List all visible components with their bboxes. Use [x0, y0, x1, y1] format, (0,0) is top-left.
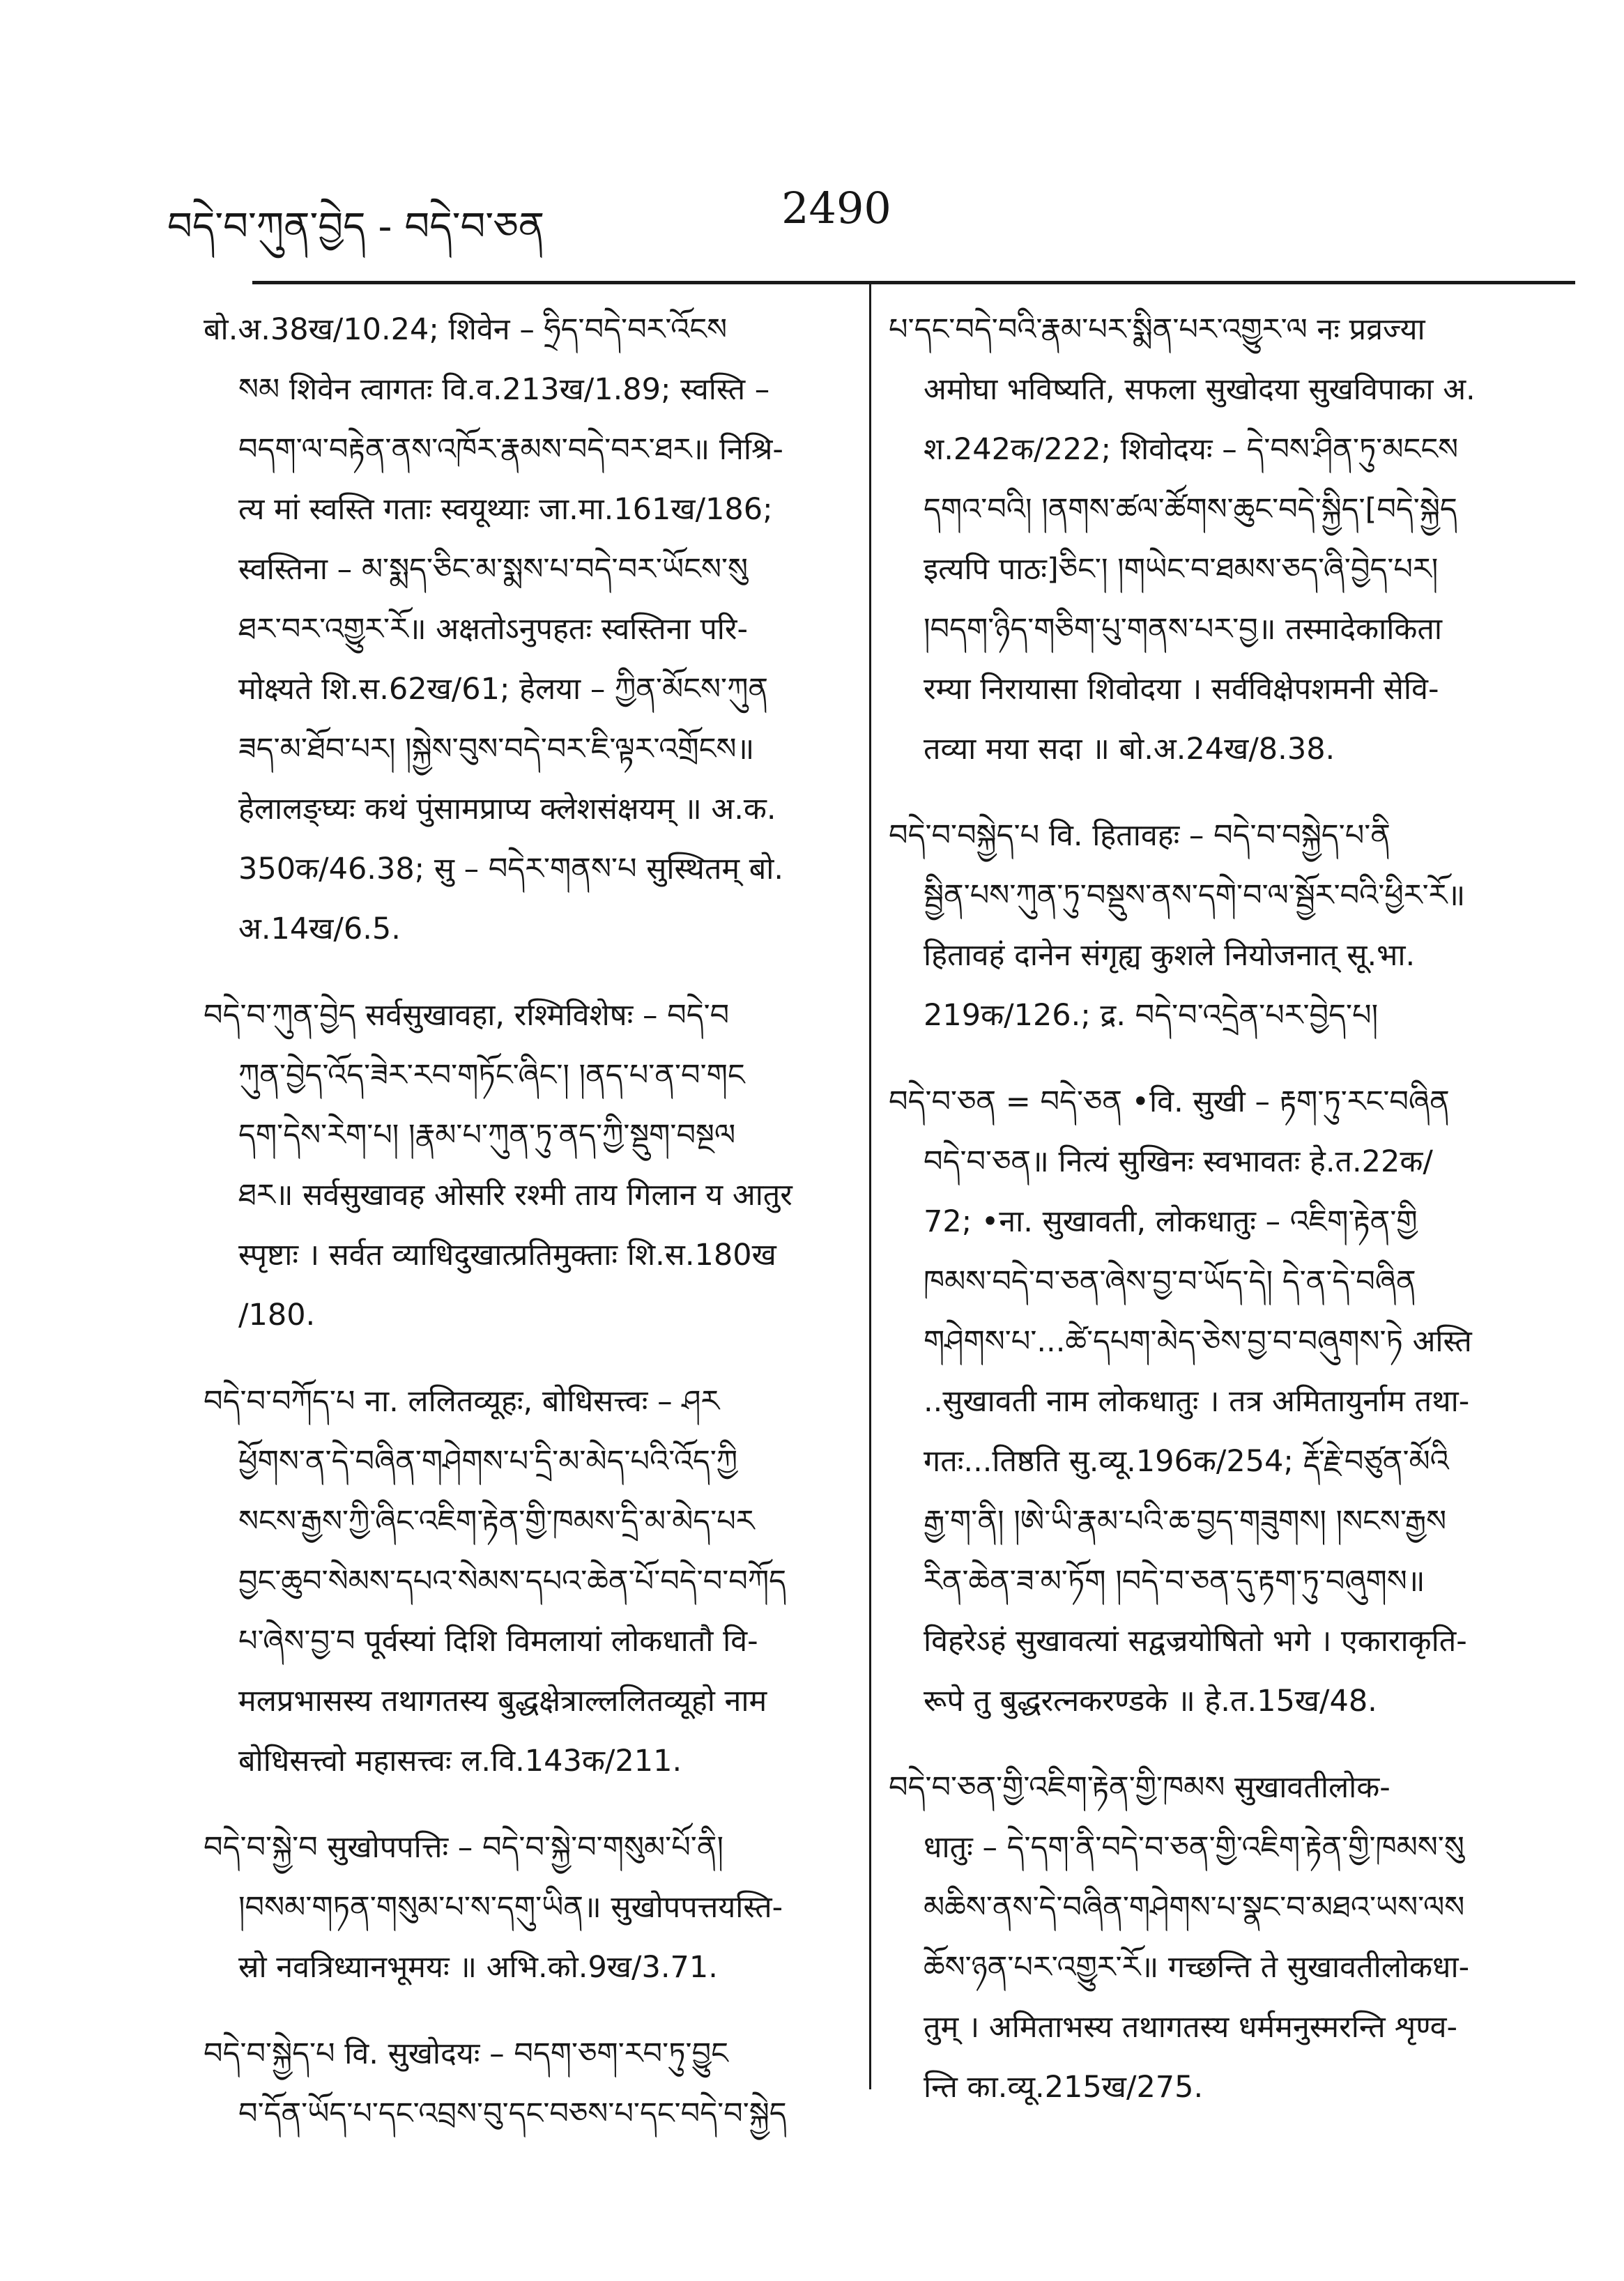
- entry-text-line: इत्यपि पाठः]ཅིང་། །གཡེང་བ་ཐམས་ཅད་ཞི་བྱེད་པར།: [924, 552, 1439, 587]
- entry-text-line: स्रो नवत्रिध्यानभूमयः ॥ अभि.को.9ख/3.71.: [238, 1950, 718, 1985]
- entry-text-line: न्ति का.व्यू.215ख/275.: [924, 2070, 1204, 2105]
- dictionary-entry: [204, 1818, 841, 1997]
- entry-text-line: ཁམས་བདེ་བ་ཅན་ཞེས་བྱ་བ་ཡོད་དེ། དེ་ན་དེ་བཞིན: [924, 1264, 1416, 1299]
- entry-headword-line: བདེ་བ་ཀུན་བྱེད सर्वसुखावहा, रश्मिविशेषः – བདེ་བ: [204, 998, 730, 1033]
- entry-text-line: དག་དེས་རེག་པ། །རྣམ་པ་ཀུན་ཏུ་ནད་ཀྱི་སྡུག་བསྔལ: [238, 1118, 736, 1153]
- dictionary-entry: [889, 1072, 1558, 1731]
- entry-text-line: ..सुखावती नाम लोकधातुः । तत्र अमितायुर्नाम तथा-: [924, 1384, 1470, 1419]
- entry-headword-line: བདེ་བ་བཀོད་པ ना. ललितव्यूहः, बोधिसत्त्वः – ཤར: [204, 1384, 720, 1419]
- entry-text-line: रम्या निरायासा शिवोदया । सर्वविक्षेपशमनी सेवि-: [924, 672, 1439, 707]
- entry-text-line: བྱང་ཆུབ་སེམས་དཔའ་སེམས་དཔའ་ཆེན་པོ་བདེ་བ་བཀོད: [238, 1564, 787, 1599]
- entry-text-line: रूपे तु बुद्धरत्नकरण्डके ॥ हे.त.15ख/48.: [924, 1684, 1377, 1719]
- entry-text-line: སམ शिवेन त्वागतः वि.व.213ख/1.89; स्वस्ति –: [238, 372, 770, 407]
- entry-text-line: སྦྱིན་པས་ཀུན་ཏུ་བསྡུས་ནས་དགེ་བ་ལ་སྦྱོར་བའི་ཕྱིར་རོ॥: [924, 878, 1466, 913]
- entry-text-line: मोक्ष्यते शि.स.62ख/61; हेलया – ཀྱིན་མོངས་ཀུན: [238, 672, 769, 707]
- entry-headword-line: བདེ་བ་ཅན = བདེ་ཅན •वि. सुखी – རྟག་ཏུ་རང་བཞིན: [889, 1084, 1450, 1119]
- entry-text-line: །བདག་ཉིད་གཅིག་པུ་གནས་པར་བྱ॥ तस्मादेकाकिता: [924, 612, 1443, 647]
- dictionary-entry: [204, 985, 841, 1345]
- entry-text-line: अ.14ख/6.5.: [238, 912, 401, 946]
- entry-text-line: བདེ་བ་ཅན॥ नित्यं सुखिनः स्वभावतः हे.त.22क/: [924, 1144, 1433, 1179]
- entry-text-line: པ་ཞེས་བྱ་བ पूर्वस्यां दिशि विमलायां लोकधातौ वि-: [238, 1624, 758, 1659]
- entry-text-line: श.242क/222; शिवोदयः – དེ་བས་ཤིན་ཏུ་མངངས: [924, 432, 1459, 467]
- entry-text-line: རིན་ཆེན་ཟ་མ་ཏོག །བདེ་བ་ཅན་དུ་རྟག་ཏུ་བཞུགས॥: [924, 1564, 1425, 1599]
- entry-text-line: तव्या मया सदा ॥ बो.अ.24ख/8.38.: [924, 732, 1335, 767]
- dictionary-entry: [889, 1758, 1558, 2117]
- entry-text-line: धातुः – དེ་དག་ནི་བདེ་བ་ཅན་གྱི་འཇིག་རྟེན་གྱི་ཁམས་སུ: [924, 1830, 1464, 1865]
- entry-text-line: དགའ་བའི། །ནགས་ཚལ་ཚོགས་ཆུང་བདེ་སྐྱིད་[བདེ་སྐྱེད: [924, 492, 1457, 527]
- header-rule: [252, 281, 1575, 284]
- entry-text-line: त्य मां स्वस्ति गताः स्वयूथ्याः जा.मा.161ख/186;: [238, 492, 773, 527]
- entry-text-line: ཟད་མ་ཐོབ་པར། །སྐྱེས་བུས་བདེ་བར་ཇི་ལྟར་འགྲོངས॥: [238, 732, 755, 767]
- entry-text-line: बोधिसत्त्वो महासत्त्वः ल.वि.143क/211.: [238, 1744, 682, 1779]
- dictionary-entry: [204, 2024, 841, 2144]
- entry-text-line: གཤེགས་པ་...ཚེ་དཔག་མེད་ཅེས་བྱ་བ་བཞུགས་ཏེ अस्ति: [924, 1324, 1472, 1359]
- entry-text-line: 219क/126.; द्र. བདེ་བ་འདྲེན་པར་བྱེད་པ།: [924, 998, 1379, 1033]
- entry-text-line: गतः...तिष्ठति सु.व्यू.196क/254; རྡོ་རྗེ་བཙུན་མོའི: [924, 1444, 1449, 1479]
- entry-text-line: 350क/46.38; सु – བདེར་གནས་པ सुस्थितम् बो.: [238, 852, 784, 886]
- entry-text-line: རྒྱ་ག་ནི། །ཨེ་ཡི་རྣམ་པའི་ཆ་བྱད་གཟུགས། །སངས་རྒྱས: [924, 1504, 1447, 1539]
- entry-headword-line: बो.अ.38ख/10.24; शिवेन – ཧྲིད་བདེ་བར་འོངས: [204, 312, 728, 347]
- entry-text-line: བ་དོན་ཡོད་པ་དང་འབྲས་བུ་དང་བཅས་པ་དང་བདེ་བ་སྐྱེད: [238, 2096, 787, 2131]
- entry-text-line: བདག་ལ་བརྟེན་ནས་འཁོར་རྣམས་བདེ་བར་ཐར॥ निश्रि-: [238, 432, 783, 467]
- running-headword-range: བདེ་བ་ཀུན་བྱེད - བདེ་བ་ཅན: [167, 204, 545, 249]
- dictionary-entry: [204, 1372, 841, 1791]
- entry-text-line: स्वस्तिना – མ་སྨད་ཅིང་མ་སྨས་པ་བདེ་བར་ཡོངས་སུ: [238, 552, 749, 587]
- entry-headword-line: བདེ་བ་ཅན་གྱི་འཇིག་རྟེན་གྱི་ཁམས सुखावतीलोक-: [889, 1770, 1391, 1805]
- entry-text-line: །བསམ་གཏན་གསུམ་པ་ས་དགུ་ཡིན॥ सुखोपपत्तयस्ति-: [238, 1890, 783, 1925]
- dictionary-entry: [204, 300, 841, 959]
- dictionary-entry: [889, 806, 1558, 1045]
- entry-text-line: ཀུན་བྱེད་འོད་ཟེར་རབ་གཏོང་ཞིང་། །ནད་པ་ན་བ་གང: [238, 1058, 745, 1093]
- entry-text-line: ཐར॥ सर्वसुखावह ओसरि रश्मी ताय गिलान य आतुर: [238, 1178, 792, 1213]
- entry-headword-line: བདེ་བ་བསྐྱེད་པ वि. हितावहः – བདེ་བ་བསྐྱེད་པ་ནི: [889, 818, 1391, 853]
- entry-text-line: स्पृष्टाः । सर्वत व्याधिदुखात्प्रतिमुक्ताः शि.स.180ख: [238, 1238, 776, 1273]
- entry-headword-line: བདེ་བ་སྐྱེ་བ सुखोपपत्तिः – བདེ་བ་སྐྱེ་བ་གསུམ་པོ་ནི།: [204, 1830, 724, 1865]
- entry-text-line: ཐར་བར་འགྱུར་རོ॥ अक्षतोऽनुपहतः स्वस्तिना परि-: [238, 612, 749, 647]
- entry-text-line: हेलालङ्घ्यः कथं पुंसामप्राप्य क्लेशसंक्षयम् ॥ अ.क.: [238, 792, 776, 827]
- entry-text-line: अमोघा भविष्यति, सफला सुखोदया सुखविपाका अ.: [924, 372, 1476, 407]
- entry-text-line: तुम् । अमिताभस्य तथागतस्य धर्ममनुस्मरन्ति शृण्व-: [924, 2010, 1458, 2045]
- entry-text-line: སངས་རྒྱས་ཀྱི་ཞིང་འཇིག་རྟེན་གྱི་ཁམས་དྲི་མ་མེད་པར: [238, 1504, 755, 1539]
- entry-headword-line: བདེ་བ་སྐྱེད་པ वि. सुखोदयः – བདག་ཅག་རབ་ཏུ་བྱུང: [204, 2036, 728, 2071]
- right-column: [889, 300, 1558, 2117]
- entry-headword-line: པ་དང་བདེ་བའི་རྣམ་པར་སྨིན་པར་འགྱུར་ལ नः प्रव्रज्या: [889, 312, 1425, 347]
- left-column: [204, 300, 841, 2144]
- entry-text-line: ཕྱོགས་ན་དེ་བཞིན་གཤེགས་པ་དྲི་མ་མེད་པའི་འོད་ཀྱི: [238, 1444, 738, 1479]
- dictionary-entry: [889, 300, 1558, 779]
- page-number: 2490: [781, 183, 891, 233]
- entry-text-line: མཆིས་ནས་དེ་བཞིན་གཤེགས་པ་སྣང་བ་མཐའ་ཡས་ལས: [924, 1890, 1465, 1925]
- entry-text-line: ཆོས་ཉན་པར་འགྱུར་རོ॥ गच्छन्ति ते सुखावतीलोकधा-: [924, 1950, 1470, 1985]
- entry-text-line: 72; •ना. सुखावती, लोकधातुः – འཇིག་རྟེན་གྱི: [924, 1204, 1418, 1239]
- column-divider: [869, 281, 871, 2089]
- entry-text-line: /180.: [238, 1298, 316, 1332]
- entry-text-line: हितावहं दानेन संगृह्य कुशले नियोजनात् सू.भा.: [924, 938, 1416, 973]
- entry-text-line: मलप्रभासस्य तथागतस्य बुद्धक्षेत्राल्ललितव्यूहो नाम: [238, 1684, 767, 1719]
- entry-text-line: विहरेऽहं सुखावत्यां सद्वज्रयोषितो भगे । एकाराकृति-: [924, 1624, 1467, 1659]
